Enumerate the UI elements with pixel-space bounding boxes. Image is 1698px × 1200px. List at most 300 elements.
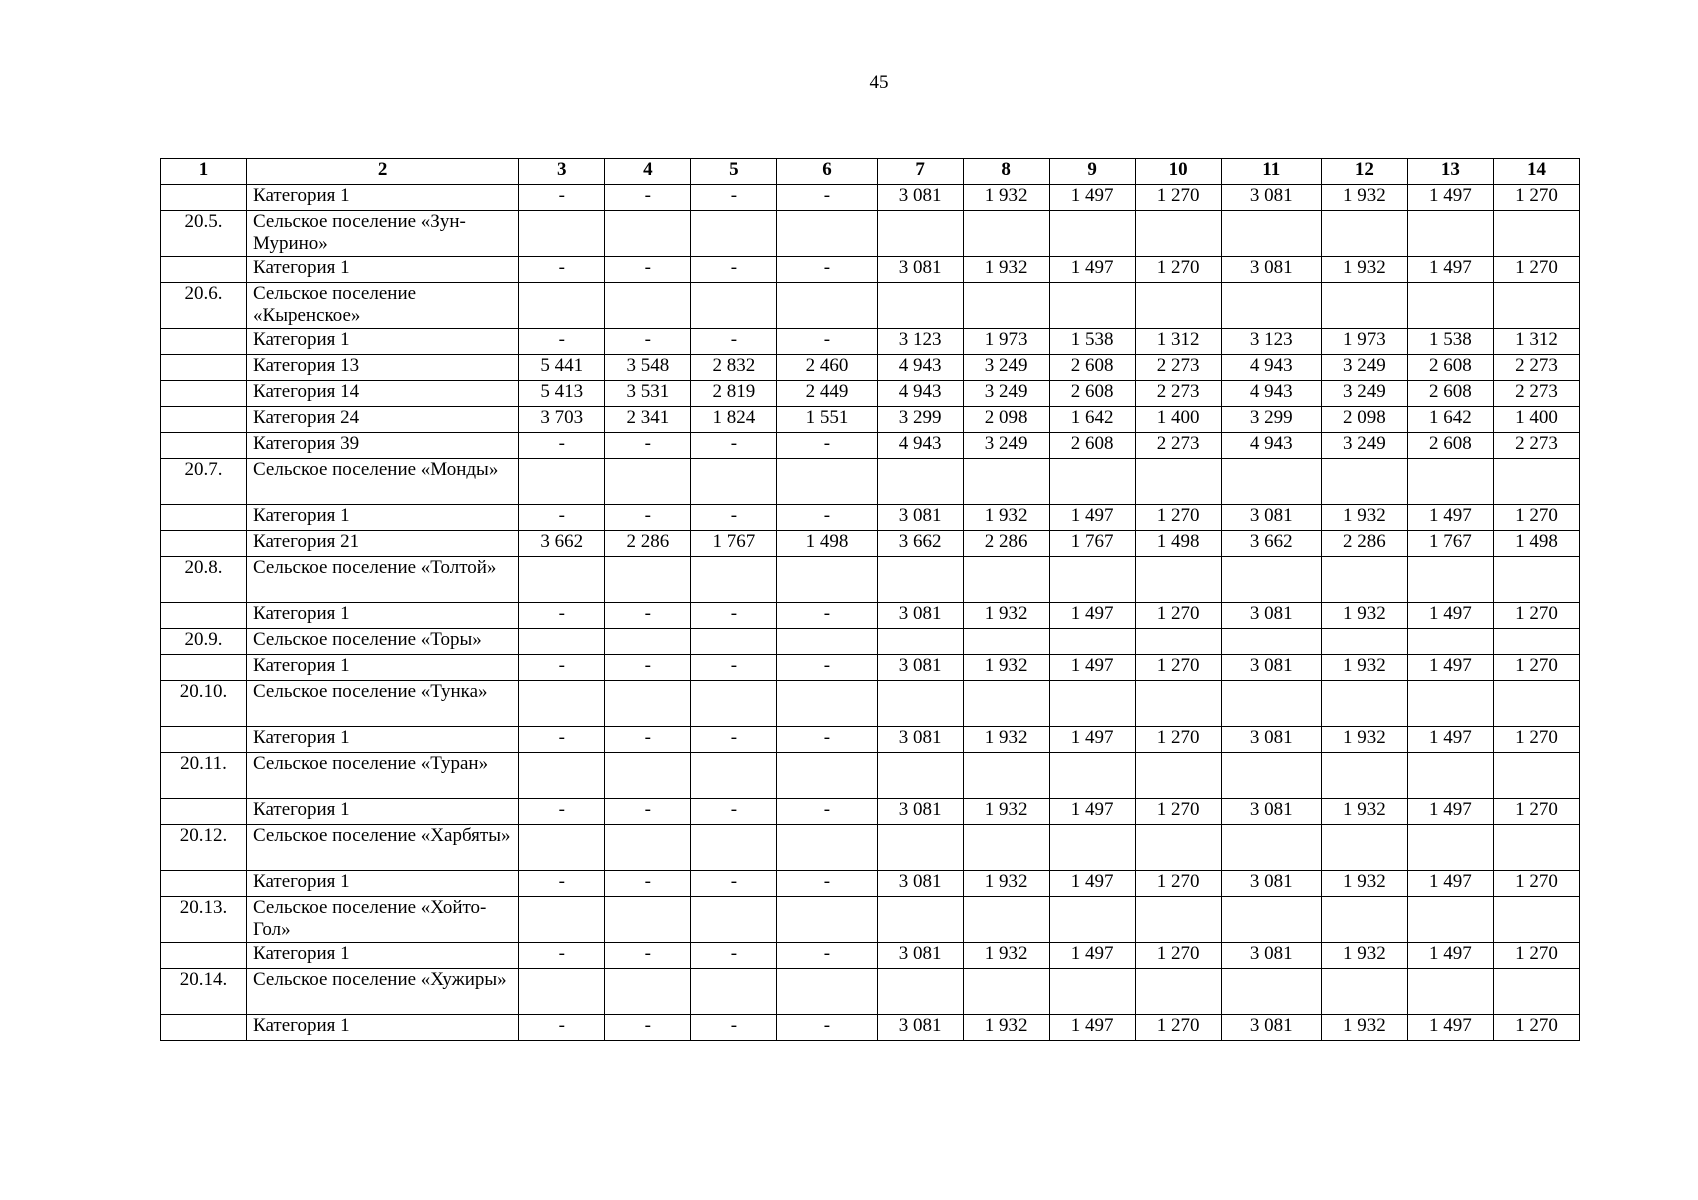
row-name: Сельское поселение «Хужиры» — [247, 969, 519, 1015]
value-cell — [1321, 681, 1407, 727]
value-cell: 1 270 — [1493, 185, 1579, 211]
value-cell: 1 642 — [1049, 407, 1135, 433]
value-cell: 1 932 — [963, 727, 1049, 753]
value-cell — [519, 897, 605, 943]
value-cell — [1493, 211, 1579, 257]
value-cell — [1493, 681, 1579, 727]
value-cell — [963, 825, 1049, 871]
value-cell: - — [519, 1015, 605, 1041]
value-cell: - — [691, 257, 777, 283]
value-cell — [877, 897, 963, 943]
value-cell: 1 767 — [691, 531, 777, 557]
value-cell: 2 273 — [1493, 433, 1579, 459]
value-cell: - — [519, 329, 605, 355]
value-cell: 1 932 — [963, 799, 1049, 825]
value-cell: 1 767 — [1049, 531, 1135, 557]
value-cell: 1 270 — [1493, 943, 1579, 969]
row-name: Категория 1 — [247, 185, 519, 211]
value-cell: 1 932 — [963, 257, 1049, 283]
value-cell: 3 081 — [877, 257, 963, 283]
value-cell — [605, 681, 691, 727]
row-code — [161, 871, 247, 897]
value-cell: 2 460 — [777, 355, 877, 381]
value-cell: 1 270 — [1493, 1015, 1579, 1041]
value-cell: 1 497 — [1407, 727, 1493, 753]
value-cell: 1 270 — [1135, 943, 1221, 969]
value-cell: - — [691, 799, 777, 825]
table-header — [161, 159, 1580, 185]
value-cell — [691, 459, 777, 505]
value-cell: 2 273 — [1135, 355, 1221, 381]
row-name: Категория 1 — [247, 727, 519, 753]
row-name: Категория 13 — [247, 355, 519, 381]
value-cell: - — [691, 433, 777, 459]
value-cell — [691, 825, 777, 871]
value-cell: - — [519, 603, 605, 629]
value-cell — [1321, 629, 1407, 655]
value-cell — [1407, 681, 1493, 727]
row-code: 20.14. — [161, 969, 247, 1015]
value-cell — [1321, 211, 1407, 257]
value-cell: 3 081 — [877, 655, 963, 681]
row-name: Сельское поселение «Тунка» — [247, 681, 519, 727]
value-cell — [1135, 753, 1221, 799]
value-cell — [605, 825, 691, 871]
value-cell: 1 824 — [691, 407, 777, 433]
value-cell: 1 270 — [1135, 603, 1221, 629]
value-cell: 3 299 — [1221, 407, 1321, 433]
value-cell: 1 497 — [1407, 655, 1493, 681]
row-code — [161, 407, 247, 433]
value-cell: - — [605, 799, 691, 825]
value-cell: 1 497 — [1049, 185, 1135, 211]
settlement-row — [161, 629, 1580, 655]
value-cell — [1407, 211, 1493, 257]
value-cell: 1 270 — [1493, 257, 1579, 283]
value-cell — [777, 211, 877, 257]
value-cell — [1049, 825, 1135, 871]
row-name: Сельское поселение «Кыренское» — [247, 283, 519, 329]
value-cell: - — [605, 871, 691, 897]
value-cell: 1 270 — [1493, 505, 1579, 531]
value-cell: 3 081 — [877, 799, 963, 825]
row-name: Категория 21 — [247, 531, 519, 557]
value-cell — [1221, 825, 1321, 871]
value-cell — [1407, 459, 1493, 505]
value-cell — [1407, 283, 1493, 329]
value-cell: - — [777, 943, 877, 969]
value-cell: 3 249 — [963, 355, 1049, 381]
column-header: 11 — [1221, 159, 1321, 185]
value-cell: 3 662 — [519, 531, 605, 557]
value-cell: 2 608 — [1407, 355, 1493, 381]
value-cell — [1221, 459, 1321, 505]
value-cell: 3 531 — [605, 381, 691, 407]
value-cell — [1407, 897, 1493, 943]
row-name: Категория 1 — [247, 257, 519, 283]
column-header: 1 — [161, 159, 247, 185]
value-cell: 1 270 — [1135, 799, 1221, 825]
value-cell: 1 932 — [1321, 603, 1407, 629]
row-code: 20.13. — [161, 897, 247, 943]
settlement-row — [161, 681, 1580, 727]
value-cell: 1 497 — [1407, 799, 1493, 825]
value-cell: 1 270 — [1493, 799, 1579, 825]
value-cell — [1049, 459, 1135, 505]
value-cell: 3 081 — [1221, 603, 1321, 629]
value-cell: 2 098 — [1321, 407, 1407, 433]
value-cell: 4 943 — [877, 381, 963, 407]
value-cell: 1 497 — [1407, 871, 1493, 897]
value-cell — [1493, 753, 1579, 799]
value-cell: 1 538 — [1407, 329, 1493, 355]
value-cell — [777, 969, 877, 1015]
value-cell: 1 498 — [1493, 531, 1579, 557]
value-cell: 1 973 — [963, 329, 1049, 355]
value-cell: 1 270 — [1493, 655, 1579, 681]
value-cell — [519, 283, 605, 329]
value-cell: - — [777, 727, 877, 753]
value-cell: 2 819 — [691, 381, 777, 407]
row-name: Сельское поселение «Толтой» — [247, 557, 519, 603]
category-row — [161, 257, 1580, 283]
value-cell — [1135, 283, 1221, 329]
value-cell: - — [605, 655, 691, 681]
column-header: 7 — [877, 159, 963, 185]
value-cell — [1407, 557, 1493, 603]
value-cell — [777, 459, 877, 505]
value-cell — [1049, 897, 1135, 943]
value-cell — [1221, 969, 1321, 1015]
value-cell: 3 081 — [877, 943, 963, 969]
value-cell: 2 098 — [963, 407, 1049, 433]
value-cell — [519, 969, 605, 1015]
value-cell: 4 943 — [1221, 381, 1321, 407]
value-cell: 1 497 — [1407, 257, 1493, 283]
value-cell: 3 249 — [1321, 355, 1407, 381]
value-cell: 1 400 — [1493, 407, 1579, 433]
row-code: 20.12. — [161, 825, 247, 871]
value-cell — [605, 629, 691, 655]
row-code — [161, 329, 247, 355]
value-cell: - — [605, 257, 691, 283]
column-header: 12 — [1321, 159, 1407, 185]
value-cell: 2 273 — [1135, 381, 1221, 407]
value-cell: 3 249 — [963, 433, 1049, 459]
value-cell: 1 932 — [1321, 727, 1407, 753]
row-name: Сельское поселение «Торы» — [247, 629, 519, 655]
category-row — [161, 727, 1580, 753]
value-cell — [519, 681, 605, 727]
value-cell: 1 932 — [963, 655, 1049, 681]
category-row — [161, 381, 1580, 407]
column-header: 9 — [1049, 159, 1135, 185]
value-cell: 1 932 — [1321, 1015, 1407, 1041]
value-cell: 1 973 — [1321, 329, 1407, 355]
value-cell — [963, 681, 1049, 727]
settlement-row — [161, 459, 1580, 505]
value-cell — [963, 211, 1049, 257]
value-cell — [691, 753, 777, 799]
value-cell: 3 548 — [605, 355, 691, 381]
value-cell — [605, 897, 691, 943]
value-cell — [777, 681, 877, 727]
value-cell — [605, 459, 691, 505]
row-name: Сельское поселение «Туран» — [247, 753, 519, 799]
row-code — [161, 505, 247, 531]
category-row — [161, 603, 1580, 629]
row-code — [161, 727, 247, 753]
value-cell: 1 497 — [1049, 1015, 1135, 1041]
value-cell — [1135, 459, 1221, 505]
value-cell — [691, 629, 777, 655]
category-row — [161, 355, 1580, 381]
value-cell: - — [605, 185, 691, 211]
row-code — [161, 185, 247, 211]
value-cell: - — [605, 433, 691, 459]
value-cell: 1 932 — [963, 1015, 1049, 1041]
value-cell — [877, 459, 963, 505]
value-cell — [1049, 753, 1135, 799]
value-cell — [1221, 211, 1321, 257]
value-cell: 1 270 — [1135, 871, 1221, 897]
value-cell — [1221, 681, 1321, 727]
value-cell: 2 273 — [1493, 381, 1579, 407]
category-row — [161, 531, 1580, 557]
value-cell — [777, 897, 877, 943]
value-cell: 3 081 — [1221, 1015, 1321, 1041]
value-cell: 1 497 — [1049, 505, 1135, 531]
row-code: 20.10. — [161, 681, 247, 727]
value-cell: 1 270 — [1135, 1015, 1221, 1041]
value-cell — [1049, 629, 1135, 655]
value-cell — [1407, 629, 1493, 655]
row-name: Категория 1 — [247, 943, 519, 969]
value-cell — [1321, 825, 1407, 871]
value-cell: 2 608 — [1049, 381, 1135, 407]
value-cell — [1321, 969, 1407, 1015]
value-cell: - — [777, 505, 877, 531]
value-cell: 3 081 — [877, 505, 963, 531]
row-code — [161, 1015, 247, 1041]
row-code: 20.11. — [161, 753, 247, 799]
value-cell: 3 081 — [1221, 943, 1321, 969]
value-cell: 2 608 — [1407, 433, 1493, 459]
value-cell: 1 932 — [1321, 257, 1407, 283]
value-cell — [963, 459, 1049, 505]
value-cell: 3 249 — [963, 381, 1049, 407]
row-name: Категория 1 — [247, 799, 519, 825]
value-cell — [777, 283, 877, 329]
value-cell — [1221, 557, 1321, 603]
value-cell — [1135, 629, 1221, 655]
value-cell — [519, 825, 605, 871]
value-cell: 1 497 — [1049, 603, 1135, 629]
value-cell — [877, 681, 963, 727]
value-cell: - — [777, 871, 877, 897]
value-cell — [605, 283, 691, 329]
value-cell — [691, 211, 777, 257]
value-cell: - — [519, 799, 605, 825]
value-cell — [1493, 283, 1579, 329]
value-cell: 1 270 — [1493, 603, 1579, 629]
value-cell — [1135, 681, 1221, 727]
value-cell — [1135, 211, 1221, 257]
value-cell — [963, 629, 1049, 655]
value-cell: - — [605, 943, 691, 969]
value-cell: - — [777, 1015, 877, 1041]
page-number: 45 — [869, 72, 889, 93]
value-cell: 3 081 — [1221, 505, 1321, 531]
value-cell: 1 270 — [1135, 185, 1221, 211]
settlement-row — [161, 557, 1580, 603]
row-code — [161, 799, 247, 825]
value-cell: - — [605, 505, 691, 531]
row-code — [161, 433, 247, 459]
value-cell: 1 932 — [963, 185, 1049, 211]
value-cell — [777, 557, 877, 603]
column-header: 10 — [1135, 159, 1221, 185]
value-cell — [691, 283, 777, 329]
value-cell — [1321, 897, 1407, 943]
column-header: 14 — [1493, 159, 1579, 185]
value-cell — [777, 825, 877, 871]
value-cell: 1 497 — [1407, 1015, 1493, 1041]
value-cell — [519, 557, 605, 603]
column-header: 8 — [963, 159, 1049, 185]
value-cell — [1407, 753, 1493, 799]
value-cell: 1 767 — [1407, 531, 1493, 557]
value-cell — [1493, 557, 1579, 603]
value-cell: 3 081 — [877, 603, 963, 629]
row-name: Категория 24 — [247, 407, 519, 433]
value-cell: 4 943 — [1221, 355, 1321, 381]
value-cell: 2 608 — [1407, 381, 1493, 407]
value-cell: - — [605, 329, 691, 355]
value-cell: 3 249 — [1321, 381, 1407, 407]
value-cell: 1 497 — [1407, 505, 1493, 531]
value-cell — [1135, 825, 1221, 871]
value-cell — [963, 283, 1049, 329]
value-cell — [963, 969, 1049, 1015]
value-cell — [1407, 825, 1493, 871]
value-cell — [605, 211, 691, 257]
settlement-row — [161, 969, 1580, 1015]
value-cell — [691, 969, 777, 1015]
value-cell: 4 943 — [1221, 433, 1321, 459]
value-cell: 5 441 — [519, 355, 605, 381]
value-cell: 3 081 — [877, 871, 963, 897]
category-row — [161, 505, 1580, 531]
value-cell — [605, 753, 691, 799]
value-cell: 1 497 — [1407, 603, 1493, 629]
settlement-row — [161, 753, 1580, 799]
value-cell: 1 270 — [1135, 727, 1221, 753]
value-cell: 3 081 — [1221, 655, 1321, 681]
value-cell: 1 551 — [777, 407, 877, 433]
row-name: Категория 1 — [247, 505, 519, 531]
column-header: 13 — [1407, 159, 1493, 185]
value-cell — [691, 897, 777, 943]
value-cell: 3 123 — [877, 329, 963, 355]
value-cell: - — [605, 1015, 691, 1041]
value-cell: - — [519, 943, 605, 969]
value-cell — [1049, 557, 1135, 603]
column-header: 3 — [519, 159, 605, 185]
value-cell — [519, 211, 605, 257]
value-cell: 3 249 — [1321, 433, 1407, 459]
value-cell: - — [519, 505, 605, 531]
value-cell: 2 608 — [1049, 355, 1135, 381]
value-cell: 3 081 — [1221, 871, 1321, 897]
value-cell: 1 932 — [1321, 799, 1407, 825]
column-header: 2 — [247, 159, 519, 185]
category-row — [161, 943, 1580, 969]
value-cell — [1493, 969, 1579, 1015]
value-cell: 5 413 — [519, 381, 605, 407]
value-cell: - — [519, 185, 605, 211]
row-name: Категория 14 — [247, 381, 519, 407]
value-cell — [1493, 897, 1579, 943]
value-cell: 2 273 — [1135, 433, 1221, 459]
category-row — [161, 1015, 1580, 1041]
value-cell: - — [777, 257, 877, 283]
row-code — [161, 531, 247, 557]
value-cell: - — [519, 257, 605, 283]
settlement-row — [161, 283, 1580, 329]
value-cell: - — [777, 799, 877, 825]
value-cell: 4 943 — [877, 433, 963, 459]
value-cell: - — [519, 871, 605, 897]
category-row — [161, 329, 1580, 355]
table-body — [161, 185, 1580, 1041]
value-cell — [1493, 629, 1579, 655]
value-cell — [877, 969, 963, 1015]
value-cell: 1 497 — [1049, 799, 1135, 825]
value-cell — [1221, 753, 1321, 799]
value-cell — [519, 753, 605, 799]
value-cell: 3 081 — [1221, 257, 1321, 283]
row-name: Категория 1 — [247, 655, 519, 681]
value-cell — [605, 969, 691, 1015]
value-cell: 3 081 — [1221, 727, 1321, 753]
value-cell: - — [777, 655, 877, 681]
value-cell: 1 932 — [1321, 505, 1407, 531]
value-cell: 3 662 — [877, 531, 963, 557]
value-cell — [1135, 897, 1221, 943]
value-cell: 1 932 — [963, 871, 1049, 897]
category-row — [161, 185, 1580, 211]
row-name: Категория 1 — [247, 1015, 519, 1041]
value-cell — [877, 557, 963, 603]
category-row — [161, 655, 1580, 681]
row-code — [161, 381, 247, 407]
value-cell — [1135, 557, 1221, 603]
row-name: Категория 1 — [247, 603, 519, 629]
value-cell — [1493, 825, 1579, 871]
value-cell — [1321, 557, 1407, 603]
value-cell: 1 497 — [1407, 185, 1493, 211]
value-cell: 1 932 — [963, 603, 1049, 629]
row-name: Сельское поселение «Хойто-Гол» — [247, 897, 519, 943]
category-row — [161, 799, 1580, 825]
value-cell: - — [691, 603, 777, 629]
row-code: 20.8. — [161, 557, 247, 603]
settlement-row — [161, 897, 1580, 943]
value-cell: 1 932 — [963, 505, 1049, 531]
value-cell: - — [777, 433, 877, 459]
row-name: Категория 1 — [247, 871, 519, 897]
